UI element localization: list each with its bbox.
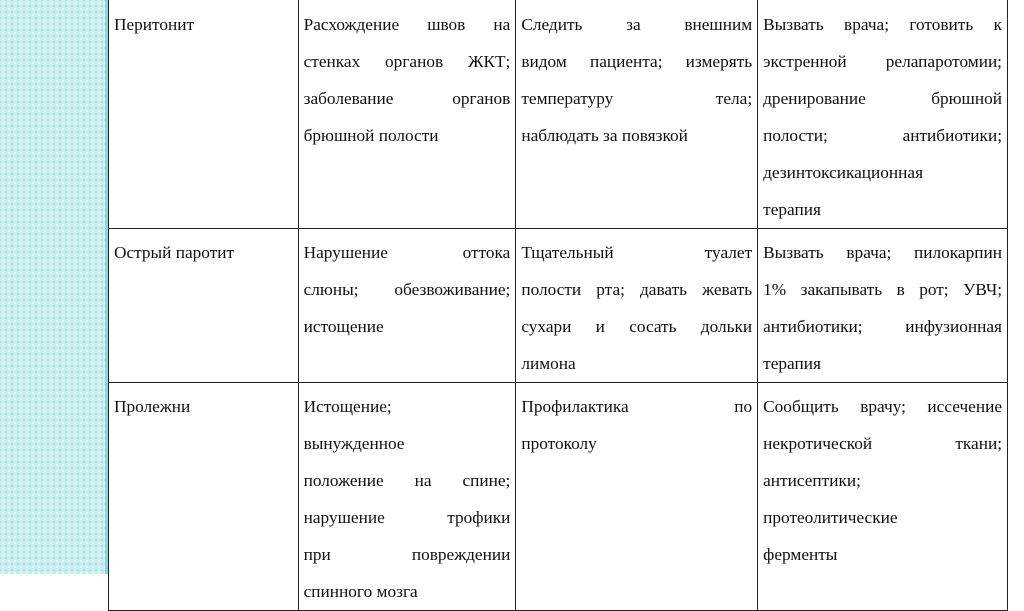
care-line: протоколу xyxy=(521,434,597,453)
care-line: наблюдать за повязкой xyxy=(521,126,688,145)
treatment-line: экстренной релапаротомии; xyxy=(763,52,1002,71)
care-line: Тщательный туалет xyxy=(521,243,753,262)
treatment-line: некротической ткани; xyxy=(763,434,1002,453)
treatment-line: протеолитические xyxy=(763,508,898,527)
care-line: температуру тела; xyxy=(521,89,753,108)
condition-label: Пролежни xyxy=(114,397,191,416)
treatment-line: Вызвать врача; готовить к xyxy=(763,15,1002,34)
cause-line: истощение xyxy=(303,317,384,336)
treatment-line: терапия xyxy=(763,200,821,219)
condition-cell xyxy=(109,0,299,229)
care-cell xyxy=(516,383,758,611)
table-row xyxy=(109,0,1008,229)
cause-line: Расхождение швов на xyxy=(303,15,511,34)
table-row xyxy=(109,383,1008,611)
cause-line: положение на спине; xyxy=(303,471,511,490)
cause-line: брюшной полости xyxy=(303,126,439,145)
cause-line: нарушение трофики xyxy=(303,508,511,527)
cause-line: стенках органов ЖКТ; xyxy=(303,52,511,71)
treatment-line: дренирование брюшной xyxy=(763,89,1002,108)
care-line: полости рта; давать жевать xyxy=(521,280,753,299)
cause-line: слюны; обезвоживание; xyxy=(303,280,511,299)
complications-table xyxy=(108,0,1008,611)
decorative-side-strip xyxy=(0,0,108,574)
cause-line: спинного мозга xyxy=(303,582,418,601)
treatment-line: антибиотики; инфузионная xyxy=(763,317,1002,336)
cause-line: вынужденное xyxy=(303,434,405,453)
treatment-cell xyxy=(758,229,1008,383)
treatment-line: терапия xyxy=(763,354,821,373)
care-line: лимона xyxy=(521,354,576,373)
cause-cell xyxy=(298,0,516,229)
treatment-line: полости; антибиотики; xyxy=(763,126,1002,145)
care-line: Следить за внешним xyxy=(521,15,753,34)
treatment-line: Вызвать врача; пилокарпин xyxy=(763,243,1002,262)
treatment-cell xyxy=(758,0,1008,229)
table-row xyxy=(109,229,1008,383)
cause-line: при повреждении xyxy=(303,545,511,564)
condition-label: Острый паротит xyxy=(114,243,235,262)
treatment-line: Сообщить врачу; иссечение xyxy=(763,397,1002,416)
care-cell xyxy=(516,0,758,229)
cause-line: заболевание органов xyxy=(303,89,511,108)
condition-cell xyxy=(109,383,299,611)
treatment-line: антисептики; xyxy=(763,471,861,490)
condition-cell xyxy=(109,229,299,383)
care-line: Профилактика по xyxy=(521,397,753,416)
cause-line: Нарушение оттока xyxy=(303,243,511,262)
care-cell xyxy=(516,229,758,383)
treatment-line: 1% закапывать в рот; УВЧ; xyxy=(763,280,1002,299)
care-line: сухари и сосать дольки xyxy=(521,317,753,336)
cause-line: Истощение; xyxy=(303,397,392,416)
cause-cell xyxy=(298,229,516,383)
condition-label: Перитонит xyxy=(114,15,195,34)
cause-cell xyxy=(298,383,516,611)
treatment-line: ферменты xyxy=(763,545,838,564)
care-line: видом пациента; измерять xyxy=(521,52,753,71)
treatment-cell xyxy=(758,383,1008,611)
treatment-line: дезинтоксикационная xyxy=(763,163,924,182)
